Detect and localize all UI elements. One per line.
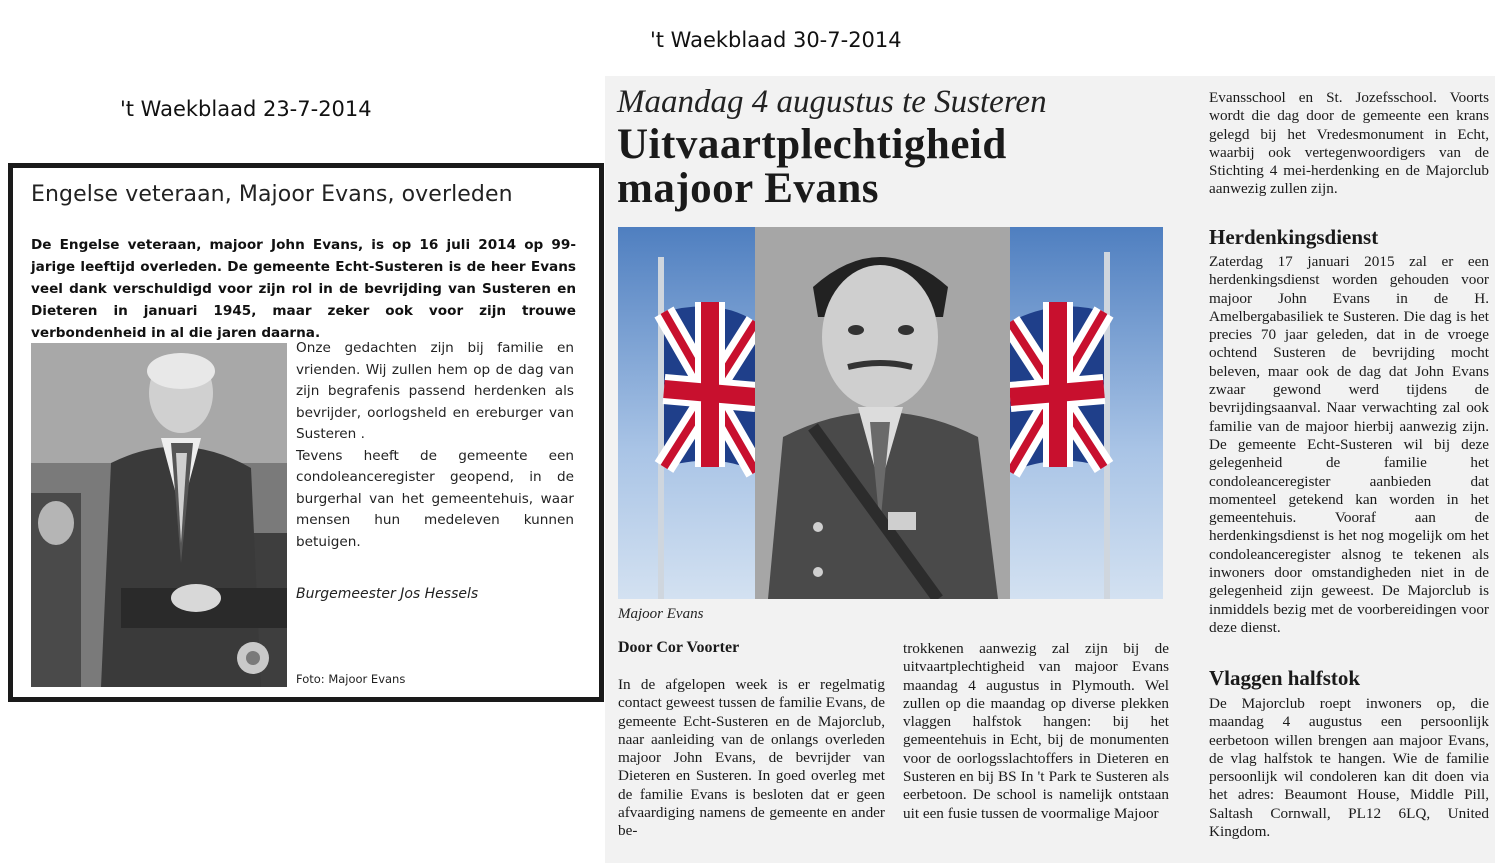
right-column-3: Evansschool en St. Jozefsschool. Voorts wordt die dag door de gemeente een krans gelegd bij het Vredesmonument in Echt, waarbij ook vertegenwoordigers van de Stichting 4 mei-herdenking en de Majorclub aanwezig zullen zijn. xyxy=(1209,89,1489,198)
subhead-vlaggen-halfstok: Vlaggen halfstok xyxy=(1209,666,1361,690)
left-intro: De Engelse veteraan, majoor John Evans, is op 16 juli 2014 op 99-jarige leeftijd overleden. De gemeente Echt-Susteren is de heer Evans veel dank verschuldigd voor zijn rol in de bevrijding van Susteren en Dieteren in januari 1945, maar zeker ook voor zijn trouwe verbondenheid in al die jaren daarna. xyxy=(31,237,576,341)
veteran-photo-illustration xyxy=(31,343,287,687)
majoor-portrait-with-flags xyxy=(618,227,1163,599)
right-photo-majoor-evans xyxy=(618,227,1163,599)
right-title xyxy=(617,123,1007,211)
left-body-paragraph-1: Onze gedachten zijn bij familie en vrienden. Wij zullen hem op de dag van zijn begrafenis passend herdenken als bevrijder, oorlogsheld en ereburger van Susteren . xyxy=(296,340,574,442)
left-photo-veteran xyxy=(31,343,287,687)
subhead-herdenkingsdienst: Herdenkingsdienst xyxy=(1209,225,1379,249)
right-title-line-2: majoor Evans xyxy=(617,165,880,212)
caption-left-date: 't Waekblaad 23-7-2014 xyxy=(120,97,372,121)
left-body-paragraph-2: Tevens heeft de gemeente een condoleanceregister geopend, in de burgerhal van het gemeentehuis, waar mensen hun medeleven kunnen betuigen. xyxy=(296,447,574,550)
right-title-line-1: Uitvaartplechtigheid xyxy=(617,121,1007,168)
caption-right-date: 't Waekblaad 30-7-2014 xyxy=(650,28,902,52)
right-kicker: Maandag 4 augustus te Susteren xyxy=(617,84,1047,120)
left-newspaper-clipping xyxy=(8,163,604,702)
right-column-2: trokkenen aanwezig zal zijn bij de uitvaartplechtigheid van majoor Evans maandag 4 augustus in Plymouth. Wel zullen op die maandag op diverse plekken vlaggen halfstok hangen: bij het gemeentehuis in Echt, bij de monumenten voor de oorlogsslachtoffers in Dieteren en Susteren en bij BS In 't Park te Susteren als eerbetoon. De school is namelijk ontstaan uit een fusie tussen de voormalige Majoor xyxy=(903,640,1169,822)
right-column-4: Zaterdag 17 januari 2015 zal er een herdenkingsdienst worden gehouden voor majoor John Evans in de H. Amelbergabasiliek te Susteren. Die dag is het precies 70 jaar geleden, dat in de vroege ochtend Susteren de bevrijding mocht beleven, maar ook de dag dat John Evans zwaar gewond werd tijdens de bevrijdingsaanval. Naar verwachting zal ook familie van de majoor hierbij aanwezig zijn. De gemeente Echt-Susteren wil bij deze gelegenheid de familie het condoleanceregister aanbieden dat momenteel getekend kan worden in het gemeentehuis. Vooraf aan de herdenkingsdienst is het nog mogelijk om het condoleanceregister alsnog te tekenen als inwoners door omstandigheden niet in de gelegenheid zijn geweest. De Majorclub is inmiddels bezig met de voorbereidingen voor deze dienst. xyxy=(1209,253,1489,636)
right-column-5: De Majorclub roept inwoners op, die maandag 4 augustus een persoonlijk eerbetoon willen brengen aan majoor Evans, de vlag halfstok te hangen. Wie de familie persoonlijk wil condoleren kan dit doen via het adres: Beaumont House, Middle Pill, Saltash Cornwall, PL12 6LQ, United Kingdom. xyxy=(1209,695,1489,841)
left-photo-credit: Foto: Majoor Evans xyxy=(296,672,406,686)
portrait-soldier xyxy=(755,227,1010,599)
right-column-1: In de afgelopen week is er regelmatig contact geweest tussen de familie Evans, de gemeente Echt-Susteren en de Majorclub, naar aanleiding van de onlangs overleden majoor John Evans, de bevrijder van Dieteren en Susteren. In goed overleg met de familie Evans is besloten dat er geen afvaardiging namens de gemeente en ander be- xyxy=(618,676,885,840)
left-body-text xyxy=(296,338,574,553)
left-signature: Burgemeester Jos Hessels xyxy=(296,586,479,602)
right-photo-caption: Majoor Evans xyxy=(618,606,704,622)
right-byline: Door Cor Voorter xyxy=(618,639,740,656)
right-newspaper-clipping xyxy=(605,76,1495,863)
left-headline: Engelse veteraan, Majoor Evans, overleden xyxy=(31,182,513,207)
